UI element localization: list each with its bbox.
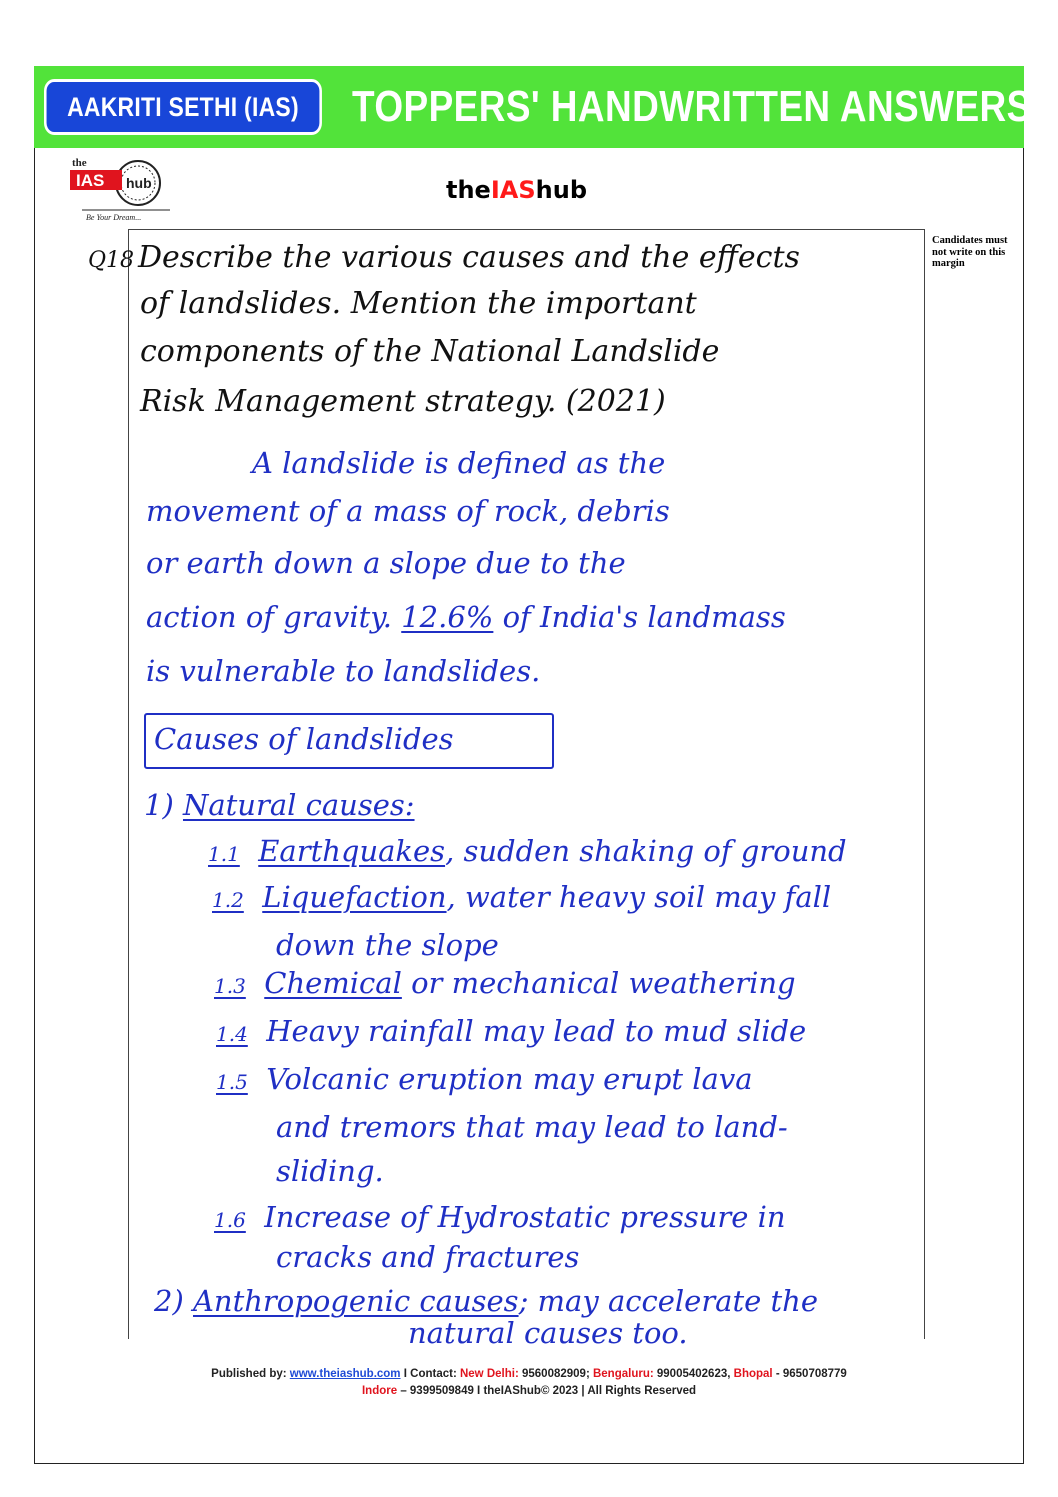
banner-title: TOPPERS' HANDWRITTEN ANSWERS xyxy=(352,82,1032,131)
subheading: 1) Natural causes: xyxy=(144,788,415,822)
logo-tagline: Be Your Dream... xyxy=(86,213,142,222)
list-item: 1.4 Heavy rainfall may lead to mud slide xyxy=(216,1014,807,1048)
answer-line: action of gravity. 12.6% of India's landmass xyxy=(146,600,786,634)
logo-suffix-text: hub xyxy=(126,175,152,191)
sheet-top-rule xyxy=(128,229,924,230)
answer-line: movement of a mass of rock, debris xyxy=(146,494,670,528)
answer-line: A landslide is defined as the xyxy=(252,446,666,480)
sheet-left-rule xyxy=(128,229,129,1339)
question-line: of landslides. Mention the important xyxy=(140,286,697,321)
theiashub-logo xyxy=(66,154,176,222)
question-line: components of the National Landslide xyxy=(140,334,720,369)
question-line: Describe the various causes and the effects xyxy=(138,240,800,275)
logo-main-text: IAS xyxy=(76,171,105,190)
question-line: Risk Management strategy. (2021) xyxy=(140,384,666,419)
brand-title: theIAShub xyxy=(446,176,587,204)
subheading: 2) Anthropogenic causes; may accelerate the xyxy=(154,1284,818,1318)
section-heading: Causes of landslides xyxy=(154,722,454,756)
list-item: 1.3 Chemical or mechanical weathering xyxy=(214,966,796,1000)
list-item: 1.6 Increase of Hydrostatic pressure in xyxy=(214,1200,786,1234)
logo-small-text: the xyxy=(72,157,87,169)
list-item: and tremors that may lead to land- xyxy=(276,1110,788,1144)
list-item: sliding. xyxy=(276,1154,384,1188)
sheet-right-rule xyxy=(924,229,925,1339)
statistic: 12.6% xyxy=(401,600,494,634)
list-item: cracks and fractures xyxy=(276,1240,580,1274)
list-item: 1.2 Liquefaction, water heavy soil may fall xyxy=(212,880,832,914)
list-item: down the slope xyxy=(276,928,499,962)
answer-line: natural causes too. xyxy=(408,1316,688,1350)
answer-line: is vulnerable to landslides. xyxy=(146,654,541,688)
website-link[interactable]: www.theiashub.com xyxy=(289,1368,401,1380)
question-number: Q18 xyxy=(88,248,135,273)
list-item: 1.1 Earthquakes, sudden shaking of ground xyxy=(208,834,847,868)
author-badge: AAKRITI SETHI (IAS) xyxy=(44,79,322,135)
answer-line: or earth down a slope due to the xyxy=(146,546,626,580)
margin-note: Candidates must not write on this margin xyxy=(932,235,1008,269)
list-item: 1.5 Volcanic eruption may erupt lava xyxy=(216,1062,753,1096)
footer-copyright: Indore – 9399509849 I theIAShub© 2023 | All Rights Reserved xyxy=(361,1385,697,1397)
footer-contact: Published by: www.theiashub.com I Contact: New Delhi: 9560082909; Bengaluru: 99005402623, Bhopal - 9650708779 xyxy=(211,1368,847,1380)
